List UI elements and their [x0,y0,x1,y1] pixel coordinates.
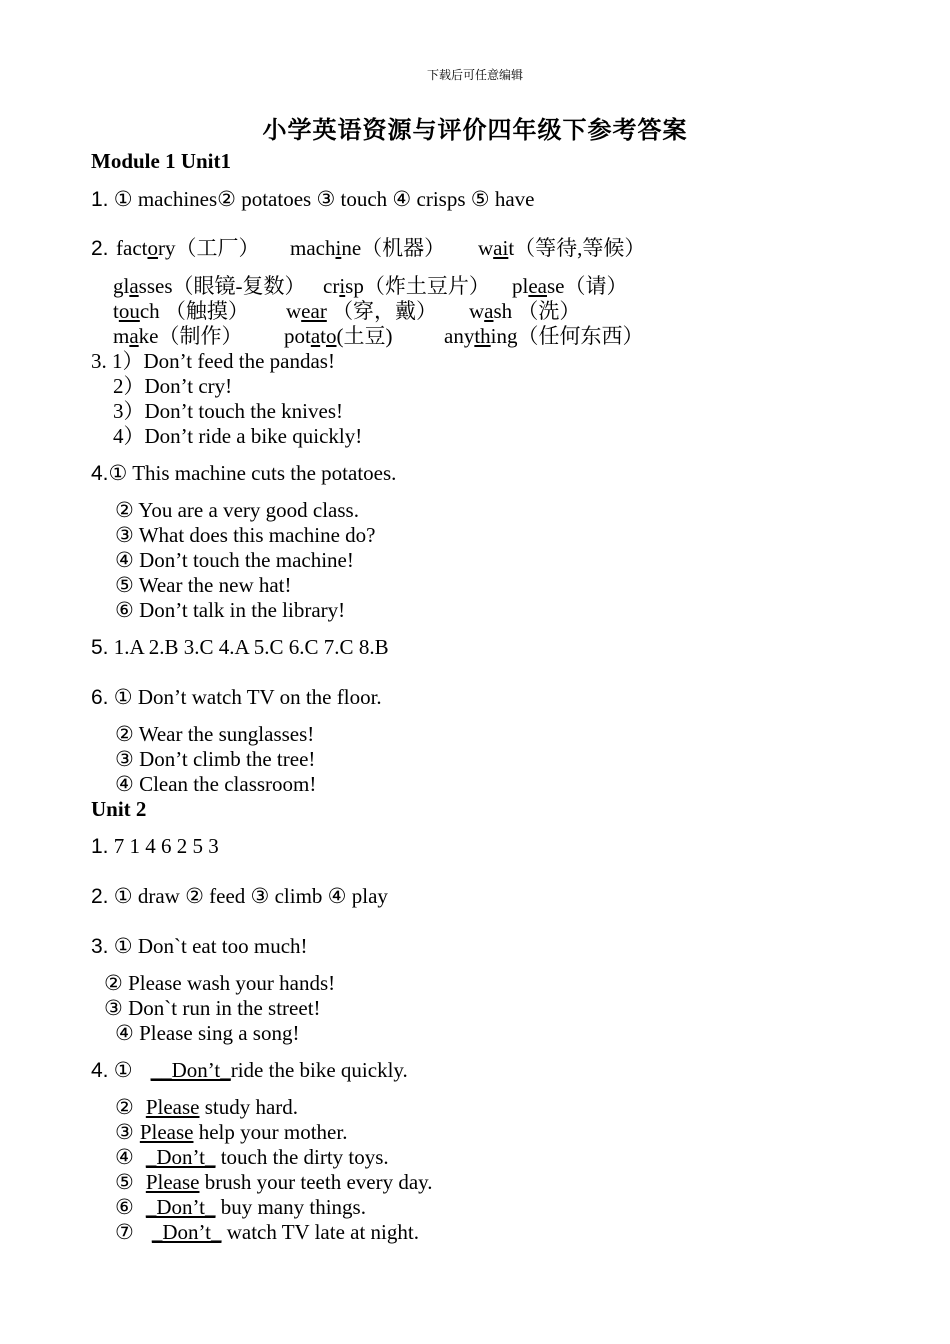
answer-text: ① draw ② feed ③ climb ④ play [113,884,388,908]
page-header: 下载后可任意编辑 [426,68,523,82]
u2-q4-line-7: ⑦ _Don’t_ watch TV late at night. [115,1220,419,1244]
u2-q3-line-1 [91,934,308,959]
u2-q3-line-3: ③ Don`t run in the street! [104,996,321,1020]
document-title: 小学英语资源与评价四年级下参考答案 [262,115,688,144]
answer-blank: __Don’t_ [150,1058,231,1082]
u1-q6-line-4: ④ Clean the classroom! [115,772,317,796]
question-number: 2. [91,237,109,260]
u2-q4-line-1: 4. ① __Don’t_ride the bike quickly. [91,1058,408,1082]
u1-q5 [91,635,389,660]
answer-blank: _Don’t_ [145,1145,216,1169]
u1-q2-row-2 [113,274,628,299]
word-item: glasses（眼镜-复数） [113,274,306,298]
answer-text: 1）Don’t feed the pandas! [112,349,335,373]
u1-q4-line-5: ⑤ Wear the new hat! [115,573,292,597]
u1-q4-line-1 [91,461,396,486]
question-number: 6. [91,686,109,709]
word-item: machine（机器） [290,236,446,260]
word-item: wear （穿，戴） [286,299,438,323]
u2-q2 [91,884,388,909]
u1-q4-line-2: ② You are a very good class. [115,498,359,522]
word-item: touch （触摸） [113,299,249,323]
answer-text: 1.A 2.B 3.C 4.A 5.C 6.C 7.C 8.B [113,635,389,659]
module-heading: Module 1 Unit1 [91,149,232,173]
word-item: crisp（炸土豆片） [323,274,490,298]
word-item: potato(土豆) [284,324,393,348]
unit2-heading: Unit 2 [91,797,147,821]
u2-q3-line-2: ② Please wash your hands! [104,971,336,995]
u2-q4-line-3: ③ Please help your mother. [115,1120,348,1144]
answer-text: ① This machine cuts the potatoes. [108,461,397,485]
u2-q4-line-5: ⑤ Please brush your teeth every day. [115,1170,433,1194]
question-number: 4. [91,462,109,485]
word-item: factory（工厂） [116,236,260,260]
question-number: 4. [91,1059,109,1082]
answer-blank: Please [145,1170,200,1194]
answer-blank: _Don’t_ [151,1220,222,1244]
answer-text: ① Don’t watch TV on the floor. [113,685,382,709]
answer-blank: _Don’t_ [145,1195,216,1219]
u2-q4-line-6: ⑥ _Don’t_ buy many things. [115,1195,366,1219]
u1-q6-line-2: ② Wear the sunglasses! [115,722,315,746]
u1-q4-line-6: ⑥ Don’t talk in the library! [115,598,346,622]
question-number: 3. [91,935,109,958]
question-number: 5. [91,636,109,659]
word-item: anything（任何东西） [444,324,644,348]
u2-q1 [91,834,219,859]
u1-q6-line-1 [91,685,382,710]
u2-q4-line-2: ② Please study hard. [115,1095,299,1119]
answer-text: 7 1 4 6 2 5 3 [113,834,219,858]
u1-q3-line-2: 2）Don’t cry! [113,374,233,398]
word-item: wash （洗） [469,299,581,323]
u1-q3-line-4: 4）Don’t ride a bike quickly! [113,424,363,448]
u1-q2-row-4 [113,324,644,349]
u1-q4-line-4: ④ Don’t touch the machine! [115,548,354,572]
u1-q6-line-3: ③ Don’t climb the tree! [115,747,316,771]
answer-blank: Please [139,1120,194,1144]
question-number: 2. [91,885,109,908]
question-number: 1. [91,188,109,211]
answer-text: ① machines② potatoes ③ touch ④ crisps ⑤ have [113,187,535,211]
answer-blank: Please [145,1095,200,1119]
u1-q2-row-1 [91,236,646,261]
u1-q2-row-3 [113,299,581,324]
u1-q3-line-1 [91,349,335,374]
u2-q4-line-4: ④ _Don’t_ touch the dirty toys. [115,1145,389,1169]
u1-q4-line-3: ③ What does this machine do? [115,523,376,547]
question-number: 1. [91,835,109,858]
u2-q3-line-4: ④ Please sing a song! [115,1021,300,1045]
word-item: please（请） [512,274,628,298]
question-number: 3. [91,349,107,373]
answer-text: ① Don`t eat too much! [113,934,308,958]
u1-q3-line-3: 3）Don’t touch the knives! [113,399,343,423]
u1-q1 [91,187,534,212]
word-item: wait（等待,等候） [478,236,646,260]
word-item: make（制作） [113,324,243,348]
